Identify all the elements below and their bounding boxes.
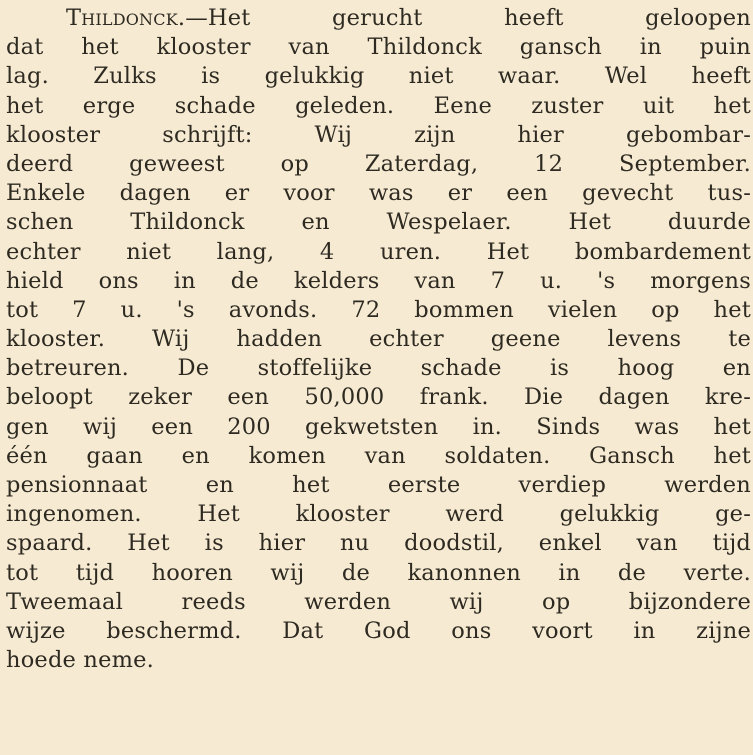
article-line-20: tot tijd hooren wij de kanonnen in de verte. (6, 559, 751, 586)
article-line-11: tot 7 u. 's avonds. 72 bommen vielen op het (6, 296, 751, 323)
article-line-15: gen wij een 200 gekwetsten in. Sinds was het (6, 413, 751, 440)
article-line-1-text: —Het gerucht heeft geloopen (185, 5, 751, 31)
article-line-16: één gaan en komen van soldaten. Gansch het (6, 442, 751, 469)
article-line-1 (6, 4, 751, 33)
article-line-3: lag. Zulks is gelukkig niet waar. Wel heeft (6, 63, 751, 90)
article-line-12: klooster. Wij hadden echter geene levens te (6, 326, 751, 353)
article-body (6, 4, 751, 675)
article-line-17: pensionnaat en het eerste verdiep werden (6, 472, 751, 498)
article-line-19: spaard. Het is hier nu doodstil, enkel van tijd (6, 530, 751, 557)
article-line-10: hield ons in de kelders van 7 u. 's morgens (6, 267, 751, 294)
article-line-14: beloopt zeker een 50,000 frank. Die dagen kre- (6, 384, 751, 411)
article-line-23: hoede neme. (6, 647, 155, 674)
article-heading: Thildonck. (66, 5, 186, 31)
article-line-4: het erge schade geleden. Eene zuster uit het (6, 92, 751, 119)
article-line-5: klooster schrijft: Wij zijn hier gebombar- (6, 121, 751, 148)
article-line-7: Enkele dagen er voor was er een gevecht tus- (6, 180, 751, 207)
article-line-8: schen Thildonck en Wespelaer. Het duurde (6, 209, 751, 236)
article-line-2: dat het klooster van Thildonck gansch in puin (6, 34, 751, 61)
article-line-22: wijze beschermd. Dat God ons voort in zijne (6, 617, 751, 644)
article-line-9: echter niet lang, 4 uren. Het bombardement (6, 238, 751, 265)
article-line-21: Tweemaal reeds werden wij op bijzondere (6, 588, 751, 615)
article-line-13: betreuren. De stoffelijke schade is hoog en (6, 355, 751, 382)
article-line-6: deerd geweest op Zaterdag, 12 September. (6, 150, 751, 177)
article-line-18: ingenomen. Het klooster werd gelukkig ge- (6, 501, 751, 528)
